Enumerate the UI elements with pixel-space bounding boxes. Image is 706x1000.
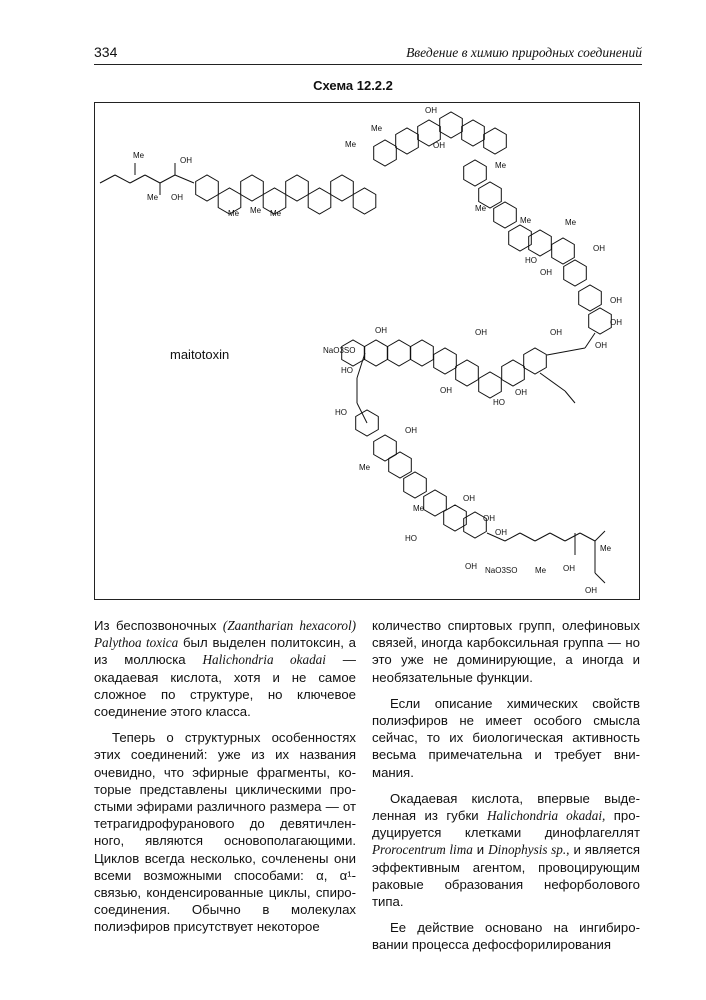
bond [580,533,595,541]
bond [357,353,365,378]
atom-label: Me [413,504,425,513]
atom-label: Me [250,206,262,215]
atom-label: OH [595,341,607,350]
ring [286,175,309,201]
atom-label: Me [535,566,547,575]
atom-label: Me [371,124,383,133]
atom-label: OH [563,564,575,573]
bond [595,573,605,583]
atom-label: OH [585,586,597,595]
page-header [94,44,642,65]
atom-label: OH [425,106,437,115]
ring [589,308,612,334]
paragraph: Окадаевая кислота, впервые выделенная из губки Halichondria okadai, продуцируется клетками динофлагеллят Prorocentrum lima и Dinophysis sp., и является эффективным агентом, провоцирующим раковые образования нефорболового типа. [372,790,640,910]
paragraph: Теперь о структурных особенностях этих соединений: уже из их названия очевидно, что эфирные фрагменты, которые представлены циклическими простыми эфирами различного размера — от тетрагидрофуранового до девятичленного, являются основополагающими. Циклов всегда несколько, сочленены они всеми возможными способами: α, α¹-связью, конденсированные циклы, спиро-соединения. Обычно в молекулах полиэфиров присутствует некоторое [94,730,356,935]
compound-name: maitotoxin [170,347,230,362]
ring [552,238,575,264]
ring [456,360,479,386]
atom-label: OH [550,328,562,337]
scheme-title: Схема 12.2.2 [313,78,393,93]
atom-label: OH [483,514,495,523]
atom-label: OH [610,318,622,327]
bond [535,533,550,541]
atom-label: NaO3SO [323,346,356,355]
bond [505,533,520,541]
atom-label: OH [475,328,487,337]
paragraph: Если описание химических свойств полиэфиров не имеет особого смысла сейчас, то их биологическая активность весьма примечательна и требует внимания. [372,695,640,780]
bond [115,175,130,183]
ring [494,202,517,228]
ring [440,112,463,138]
atom-label: OH [171,193,183,202]
atom-label: OH [495,528,507,537]
bond [565,533,580,541]
atom-label: Me [600,544,612,553]
bond [520,533,535,541]
atom-label: Me [520,216,532,225]
atom-label: OH [540,268,552,277]
page-number: 334 [94,44,118,60]
ring [374,140,397,166]
atom-label: HO [335,408,347,417]
atom-label: OH [375,326,387,335]
atom-label: OH [465,562,477,571]
ring [404,472,427,498]
bond [540,373,565,391]
ring [524,348,547,374]
ring [353,188,376,214]
bond [565,391,575,403]
atom-label: Me [270,209,282,218]
atom-label: OH [593,244,605,253]
atom-label: Me [359,463,371,472]
ring [365,340,388,366]
ring [388,340,411,366]
atom-label: Me [475,204,487,213]
ring [434,348,457,374]
atom-label: OH [610,296,622,305]
bond [100,175,115,183]
ring [241,175,264,201]
atom-label: NaO3SO [485,566,518,575]
paragraph: Ее действие основано на ингибировании процесса дефосфорилирования [372,920,640,953]
bond [585,333,595,348]
ring [479,372,502,398]
ring [444,505,467,531]
atom-label: OH [515,388,527,397]
atom-label: Me [228,209,240,218]
ring [374,435,397,461]
atom-label: OH [433,141,445,150]
ring [462,120,485,146]
ring [331,175,354,201]
atom-label: HO [405,534,417,543]
ring [308,188,331,214]
bond [595,531,605,541]
bond [130,175,145,183]
atom-label: Me [345,140,357,149]
paragraph: количество спиртовых групп, олефиновых связей, иногда карбоксильная группа — но это уже не доминирующие, а иногда и необязательные функции. [372,618,640,685]
ring [509,225,532,251]
bond [357,403,367,423]
ring [502,360,525,386]
ring [411,340,434,366]
atom-label: Me [495,161,507,170]
bond [547,348,585,355]
ring [396,128,419,154]
atom-label: Me [147,193,159,202]
atom-label: OH [180,156,192,165]
atom-label: OH [405,426,417,435]
atom-label: Me [565,218,577,227]
running-title: Введение в химию природных соединений [406,45,642,60]
atom-label: Me [133,151,145,160]
bond [550,533,565,541]
atom-label: HO [493,398,505,407]
atom-label: HO [341,366,353,375]
ring [389,452,412,478]
paragraph: Из беспозвоночных (Zaantharian hexacorol) Palythoa toxica был выделен политоксин, а из моллюска Halichondria okadai — окадаевая кислота, хотя и не самое сложное по структуре, но ключевое соединение этого класса. [94,618,356,720]
ring [464,160,487,186]
bond [160,175,175,183]
structure-figure [94,102,640,600]
left-column [94,617,356,945]
ring [196,175,219,201]
ring [564,260,587,286]
ring [484,128,507,154]
atom-label: HO [525,256,537,265]
atom-label: OH [440,386,452,395]
ring [424,490,447,516]
bond [145,175,160,183]
ring [579,285,602,311]
right-column [372,617,640,963]
ring [529,230,552,256]
bond [175,175,194,183]
atom-label: OH [463,494,475,503]
